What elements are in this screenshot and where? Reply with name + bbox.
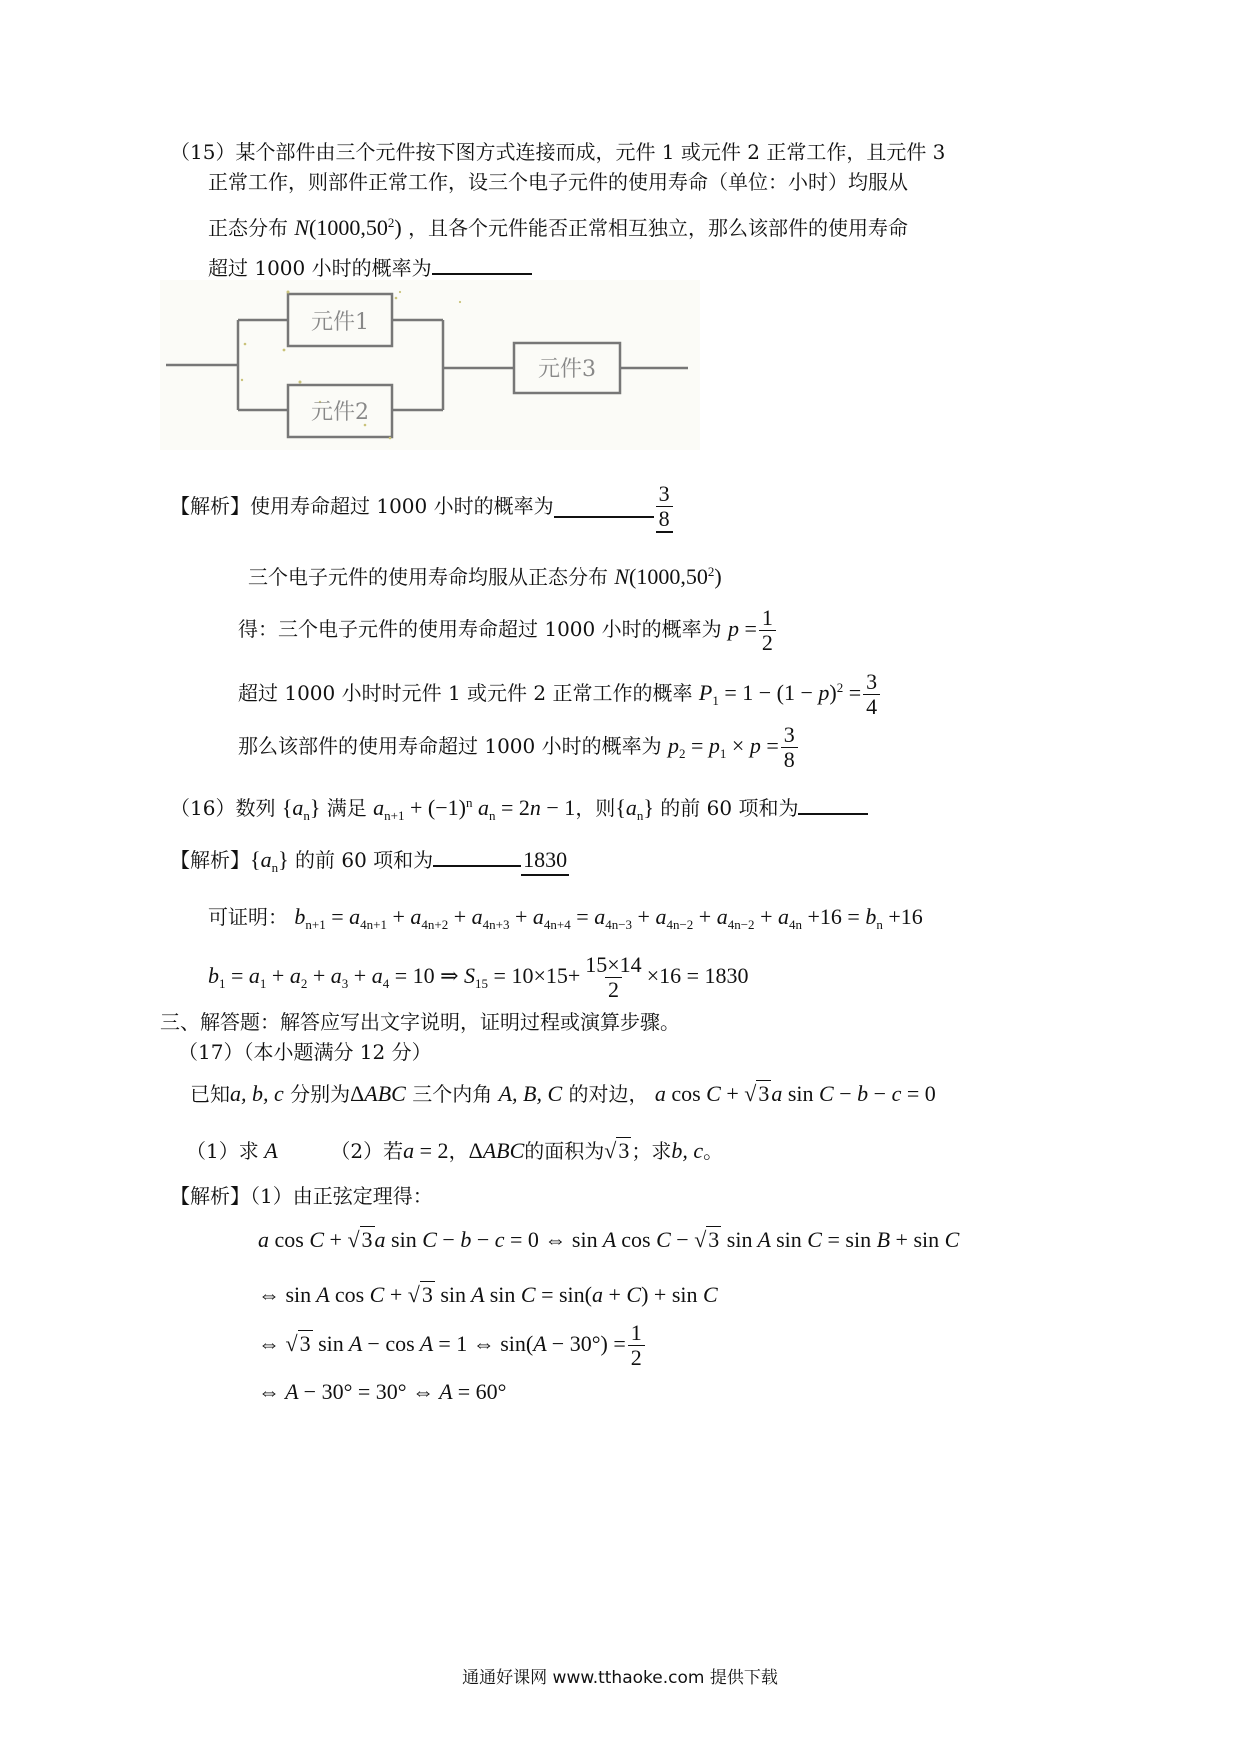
q16-text-b: 满足 (326, 796, 367, 820)
q17-part2-cond: a = 2 (403, 1138, 449, 1163)
sol16-proof-formula2: $b_1 = a_1 + a_2 + a_3 + a_4 = 10$ ⇒ $S_{15} = 10\times 15+$ $\frac{15\times 14}{2}$ ×16 = 1830 (208, 952, 749, 1003)
sol15-answer-num: 3 (658, 481, 670, 506)
sol16-proof-label: 可证明： (208, 905, 288, 929)
q17-part2-text-c: 的面积为 (524, 1139, 605, 1163)
sol17-head (170, 1182, 433, 1210)
sol17-formula2: ⇔ sin A cos C + √3 sin A sin C = sin(a + C) + sin C (258, 1282, 718, 1307)
sol17-formula4: ⇔ A − 30° = 30° ⇔ A = 60° (258, 1379, 507, 1404)
q17-equation: a cos C + √3a sin C − b − c = 0 (654, 1081, 936, 1106)
sol15-l1-text: 三个电子元件的使用寿命均服从正态分布 (248, 565, 608, 589)
q16-text-c: ，则 (575, 796, 616, 820)
q16-answer-blank (798, 795, 868, 815)
q17-text-c: 三个内角 (412, 1082, 493, 1106)
sol15-line2 (238, 603, 778, 655)
section3-title: 三、解答题：解答应写出文字说明，证明过程或演算步骤。 (160, 1010, 680, 1034)
sol15-l3-formula: $P_1 = 1 - (1 - p)^2$ = $\frac{3}{4}$ (699, 680, 882, 705)
sol17-formula1: a cos C + √3a sin C − b − c = 0 ⇔ sin A cos C − √3 sin A sin C = sin B + sin C (258, 1227, 960, 1252)
sol16-answer-blank (433, 847, 521, 867)
sol17-formula3: ⇔ √3 sin A − cos A = 1 ⇔ sin(A − 30°) = $\frac{1}{2}$ (258, 1331, 647, 1356)
q17-part2-text-d: ；求 (631, 1139, 672, 1163)
q15-line2: 正常工作，则部件正常工作，设三个电子元件的使用寿命（单位：小时）均服从 (208, 170, 908, 194)
q17-parts (186, 1137, 723, 1165)
sol15-l4-formula: $p_2 = p_1 \times p$ = $\frac{3}{8}$ (668, 733, 800, 758)
q15-line1: （15）某个部件由三个元件按下图方式连接而成，元件 1 或元件 2 正常工作，且元件 3 (170, 140, 946, 164)
sol16-head (170, 846, 569, 882)
sol16-tag: 【解析】 (170, 848, 250, 872)
q17-part2-triangle: ΔABC (468, 1138, 525, 1163)
q17-part2-text-e: 。 (703, 1139, 724, 1163)
q17-text-d: 的对边， (568, 1082, 649, 1106)
q15-line3-text-b: ，且各个元件能否正常相互独立，那么该部件的使用寿命 (408, 216, 909, 240)
sol17-head-text: （1）由正弦定理得： (250, 1184, 433, 1208)
q15-line3 (208, 209, 908, 242)
q15-answer-blank (432, 255, 532, 275)
sol17-tag: 【解析】 (170, 1184, 250, 1208)
sol17-line4 (258, 1378, 506, 1406)
element1-label: 元件1 (311, 310, 369, 335)
circuit-diagram (160, 280, 700, 450)
sol15-line1 (248, 558, 722, 591)
q17-text-b: 分别为 (290, 1082, 351, 1106)
page-footer: 通通好课网 www.tthaoke.com 提供下载 (462, 1668, 778, 1688)
sol15-answer-den: 8 (656, 506, 673, 531)
sol16-head-text: 的前 60 项和为 (294, 848, 434, 872)
q17-text-a: 已知 (190, 1082, 230, 1106)
sol16-seq: $\{a_n\}$ (250, 847, 289, 875)
sol16-proof1 (208, 903, 923, 939)
q17-angles: A, B, C (498, 1081, 563, 1106)
q17-part2-text-b: ， (448, 1139, 469, 1163)
sol15-line4 (238, 720, 800, 780)
sol15-head (170, 478, 675, 534)
sol15-l3-text: 超过 1000 小时时元件 1 或元件 2 正常工作的概率 (238, 681, 693, 705)
q16-text-a: （16）数列 (170, 796, 276, 820)
q16-seq2: $\{a_n\}$ (615, 795, 654, 823)
sol16-proof-formula1: $b_{n+1} = a_{4n+1} + a_{4n+2} + a_{4n+3} + a_{4n+4} = a_{4n-3} + a_{4n-2} + a_{4n-2} + a_{4n} +16 = b_n +16$ (294, 904, 923, 932)
q17-part2-vars: b, c (671, 1138, 704, 1163)
q17-triangle: ΔABC (350, 1081, 406, 1106)
q15-line4-text: 超过 1000 小时的概率为 (208, 256, 432, 280)
sol15-answer-blank (554, 498, 654, 518)
q17-sides: a, b, c (230, 1081, 284, 1106)
q15-normal-dist: N(1000,50$^2$) (294, 215, 402, 240)
q17-part1-var: A (258, 1138, 278, 1163)
sol15-answer-frac (656, 482, 673, 533)
sol15-l1-normal: N(1000,50$^2$) (614, 564, 722, 589)
sol15-l2-text: 得：三个电子元件的使用寿命超过 1000 小时的概率为 (238, 617, 722, 641)
element2-label: 元件2 (311, 400, 369, 425)
sol15-head-text: 使用寿命超过 1000 小时的概率为 (250, 494, 554, 518)
sol16-proof2 (208, 948, 749, 1012)
sol15-line3 (238, 662, 882, 727)
sol17-line2 (258, 1281, 718, 1309)
element3-label: 元件3 (538, 357, 596, 382)
sol15-l2-formula: p = $\frac{1}{2}$ (728, 616, 778, 641)
sol16-answer: 1830 (521, 846, 569, 876)
q15-line3-text-a: 正态分布 (208, 216, 288, 240)
q16-seq: $\{a_n\}$ (281, 795, 321, 823)
q16-recurrence: $a_{n+1} + (-1)^n$ $a_n = 2n - 1$ (373, 795, 576, 823)
sol15-tag: 【解析】 (170, 494, 250, 518)
q17-part2-text-a: （2）若 (330, 1139, 404, 1163)
sol15-l4-text: 那么该部件的使用寿命超过 1000 小时的概率为 (238, 734, 662, 758)
q17-statement (190, 1080, 936, 1108)
q17-part2-area: √3 (604, 1138, 630, 1163)
sol17-line3 (258, 1318, 647, 1370)
q17-part1-text: （1）求 (186, 1139, 259, 1163)
q16-text-d: 的前 60 项和为 (660, 796, 799, 820)
q17-head: （17）（本小题满分 12 分） (178, 1040, 432, 1064)
q15-line4 (208, 254, 532, 282)
q16-line (170, 789, 868, 830)
sol17-line1 (258, 1226, 959, 1254)
